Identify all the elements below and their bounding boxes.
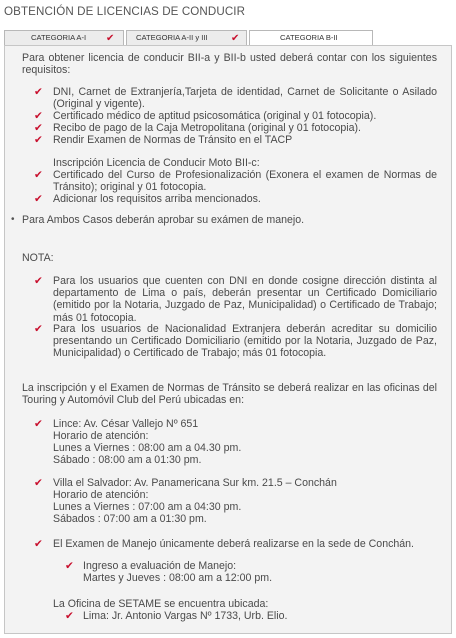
check-icon: ✔: [34, 323, 43, 335]
check-icon: ✔: [34, 275, 43, 287]
note-label: NOTA:: [22, 252, 54, 264]
check-icon: ✔: [34, 193, 43, 205]
moto-title: Inscripción Licencia de Conducir Moto BII-c:: [53, 157, 260, 169]
check-icon: ✔: [34, 477, 43, 489]
location-weekdays: Lunes a Viernes : 07:00 am a 04:30 pm.: [53, 501, 242, 513]
check-icon: ✔: [34, 169, 43, 181]
location-hours-label: Horario de atención:: [53, 489, 149, 501]
location-hours-label: Horario de atención:: [53, 430, 149, 442]
location-name: Lince: Av. César Vallejo Nº 651: [53, 418, 199, 430]
location-weekdays: Lunes a Viernes : 08:00 am a 04.30 pm.: [53, 442, 242, 454]
location-saturday: Sábados : 07:00 am a 01:30 pm.: [53, 513, 207, 525]
moto-requirement-item: Certificado del Curso de Profesionalización (Exonera el examen de Normas de Tránsito); original y 01 fotocopia.: [53, 169, 437, 194]
note-item: Para los usuarios de Nacionalidad Extranjera deberán acreditar su domicilio presentando un Certificado Domiciliario (emitido por la Notaria, Juzgado de Paz, Municipalidad) o Certificado de Trabajo; más 01 fotocopia.: [53, 323, 437, 360]
setame-address: Lima: Jr. Antonio Vargas Nº 1733, Urb. Elio.: [83, 610, 288, 622]
check-icon: ✔: [34, 418, 43, 430]
requirement-item: Certificado médico de aptitud psicosomática (original y 01 fotocopia).: [53, 110, 377, 122]
check-icon: ✔: [231, 33, 240, 44]
setame-title: La Oficina de SETAME se encuentra ubicada:: [53, 598, 269, 610]
driving-exam-text: El Examen de Manejo únicamente deberá realizarse en la sede de Conchán.: [53, 538, 414, 550]
driving-eval-title: Ingreso a evaluación de Manejo:: [83, 560, 237, 572]
content-panel: [4, 45, 452, 634]
check-icon: ✔: [65, 610, 74, 622]
requirement-item: Rendir Examen de Normas de Tránsito en el TACP: [53, 134, 293, 146]
exam-intro-text: La inscripción y el Examen de Normas de Tránsito se deberá realizar en las oficinas del Touring y Automóvil Club del Perú ubicadas en:: [22, 382, 437, 407]
check-icon: ✔: [34, 86, 43, 98]
bullet-icon: •: [11, 214, 15, 225]
check-icon: ✔: [34, 134, 43, 146]
check-icon: ✔: [65, 560, 74, 572]
check-icon: ✔: [106, 33, 115, 44]
intro-text: Para obtener licencia de conducir BII-a y BII-b usted deberá contar con los siguientes requisitos:: [22, 52, 437, 77]
tab-label: CATEGORIA A-II y III: [136, 33, 208, 42]
tab-bar: [4, 30, 452, 46]
check-icon: ✔: [34, 538, 43, 550]
requirement-item: Recibo de pago de la Caja Metropolitana (original y 01 fotocopia).: [53, 122, 361, 134]
driving-eval-hours: Martes y Jueves : 08:00 am a 12:00 pm.: [83, 572, 273, 584]
tab-categoria-a-i[interactable]: [4, 30, 124, 46]
check-icon: ✔: [34, 110, 43, 122]
location-name: Villa el Salvador: Av. Panamericana Sur km. 21.5 – Conchán: [53, 477, 337, 489]
location-saturday: Sábado : 08:00 am a 01:30 pm.: [53, 454, 202, 466]
moto-requirement-item: Adicionar los requisitos arriba mencionados.: [53, 193, 261, 205]
requirement-item: DNI, Carnet de Extranjería,Tarjeta de identidad, Carnet de Solicitante o Asilado (Original y vigente).: [53, 86, 437, 111]
page-title: OBTENCIÓN DE LICENCIAS DE CONDUCIR: [4, 5, 246, 18]
check-icon: ✔: [34, 122, 43, 134]
both-cases-text: Para Ambos Casos deberán aprobar su exámen de manejo.: [22, 214, 305, 226]
note-item: Para los usuarios que cuenten con DNI en donde cosigne dirección distinta al departamento de Lima o país, deberán presentar un Certificado Domiciliario (emitido por la Notaria, Juzgado de Paz, Municipalidad) o Certificado de Trabajo; más 01 fotocopia.: [53, 275, 437, 324]
tab-label: CATEGORIA B-II: [280, 33, 338, 42]
tab-categoria-a-ii-iii[interactable]: [126, 30, 247, 46]
tab-label: CATEGORIA A-I: [31, 33, 87, 42]
